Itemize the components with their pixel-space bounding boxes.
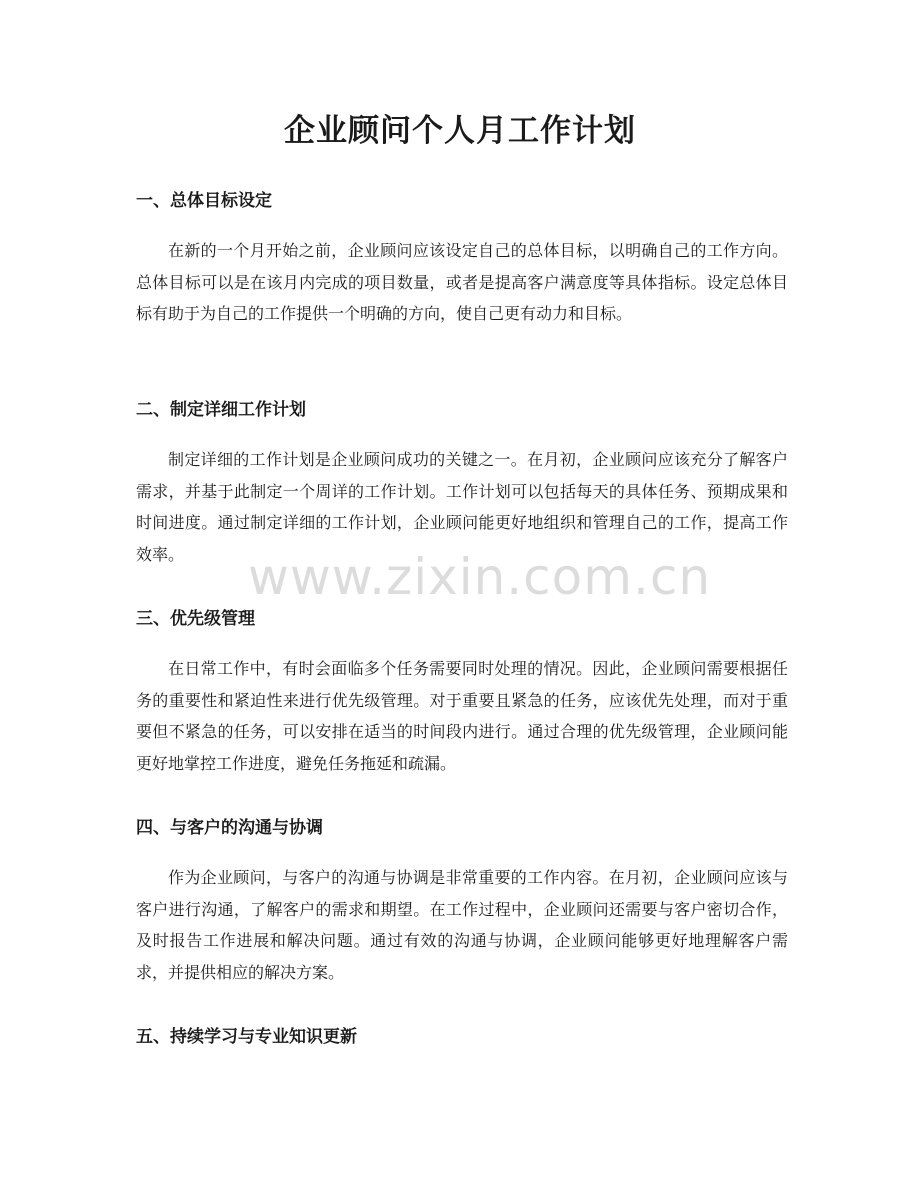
section-heading-1: 一、总体目标设定 [136, 191, 272, 211]
section-heading-3: 三、优先级管理 [136, 609, 255, 629]
section-heading-4: 四、与客户的沟通与协调 [136, 818, 323, 838]
section-heading-2: 二、制定详细工作计划 [136, 400, 306, 420]
section-body-4: 作为企业顾问，与客户的沟通与协调是非常重要的工作内容。在月初，企业顾问应该与客户进行沟通，了解客户的需求和期望。在工作过程中，企业顾问还需要与客户密切合作，及时报告工作进展和解决问题。通过有效的沟通与协调，企业顾问能够更好地理解客户需求，并提供相应的解决方案。 [136, 868, 788, 982]
watermark: www.zixin.com.cn [248, 548, 712, 606]
document-title: 企业顾问个人月工作计划 [284, 113, 636, 149]
section-body-1: 在新的一个月开始之前，企业顾问应该设定自己的总体目标，以明确自己的工作方向。总体目标可以是在该月内完成的项目数量，或者是提高客户满意度等具体指标。设定总体目标有助于为自己的工作提供一个明确的方向，使自己更有动力和目标。 [136, 241, 788, 324]
section-body-3: 在日常工作中，有时会面临多个任务需要同时处理的情况。因此，企业顾问需要根据任务的重要性和紧迫性来进行优先级管理。对于重要且紧急的任务，应该优先处理，而对于重要但不紧急的任务，可以安排在适当的时间段内进行。通过合理的优先级管理，企业顾问能更好地掌控工作进度，避免任务拖延和疏漏。 [136, 659, 788, 773]
section-body-2: 制定详细的工作计划是企业顾问成功的关键之一。在月初，企业顾问应该充分了解客户需求，并基于此制定一个周详的工作计划。工作计划可以包括每天的具体任务、预期成果和时间进度。通过制定详细的工作计划，企业顾问能更好地组织和管理自己的工作，提高工作效率。 [136, 450, 788, 564]
section-heading-5: 五、持续学习与专业知识更新 [136, 1027, 357, 1047]
